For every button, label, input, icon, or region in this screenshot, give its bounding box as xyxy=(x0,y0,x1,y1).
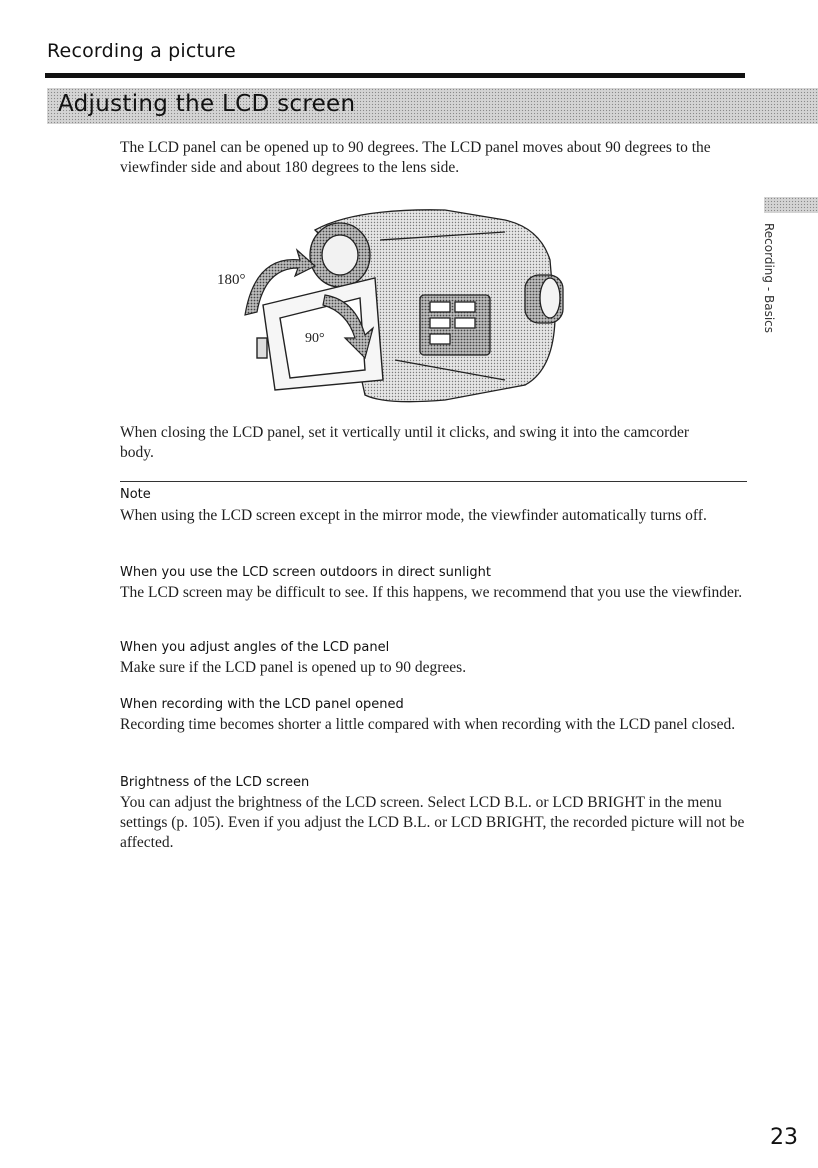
note-heading: Brightness of the LCD screen xyxy=(120,775,310,790)
note-divider xyxy=(120,481,747,482)
page-number: 23 xyxy=(770,1125,798,1150)
note-body: When using the LCD screen except in the mirror mode, the viewfinder automatically turns off. xyxy=(120,507,707,524)
section-title: Adjusting the LCD screen xyxy=(58,91,356,117)
note-heading: When recording with the LCD panel opened xyxy=(120,697,404,712)
note-heading: When you adjust angles of the LCD panel xyxy=(120,640,390,655)
angle-90-label: 90° xyxy=(305,331,325,346)
side-index-tab xyxy=(764,197,818,213)
angle-180-label: 180° xyxy=(217,272,246,288)
camcorder-lcd-illustration xyxy=(205,200,585,415)
header-rule xyxy=(45,73,745,78)
page-header: Recording a picture xyxy=(47,40,236,62)
note-body: Recording time becomes shorter a little compared with when recording with the LCD panel closed. xyxy=(120,716,736,733)
side-tab-label: Recording - Basics xyxy=(762,223,776,333)
note-heading: When you use the LCD screen outdoors in direct sunlight xyxy=(120,565,491,580)
note-body: Make sure if the LCD panel is opened up to 90 degrees. xyxy=(120,659,467,676)
note-body: The LCD screen may be difficult to see. If this happens, we recommend that you use the viewfinder. xyxy=(120,584,743,601)
intro-paragraph: The LCD panel can be opened up to 90 degrees. The LCD panel moves about 90 degrees to the viewfinder side and about 180 degrees to the lens side. xyxy=(120,139,711,176)
note-body: You can adjust the brightness of the LCD screen. Select LCD B.L. or LCD BRIGHT in the menu settings (p. 105). Even if you adjust the LCD B.L. or LCD BRIGHT, the recorded picture will not be affected. xyxy=(120,794,745,851)
closing-paragraph: When closing the LCD panel, set it vertically until it clicks, and swing it into the camcorder body. xyxy=(120,424,690,461)
note-heading: Note xyxy=(120,487,151,502)
